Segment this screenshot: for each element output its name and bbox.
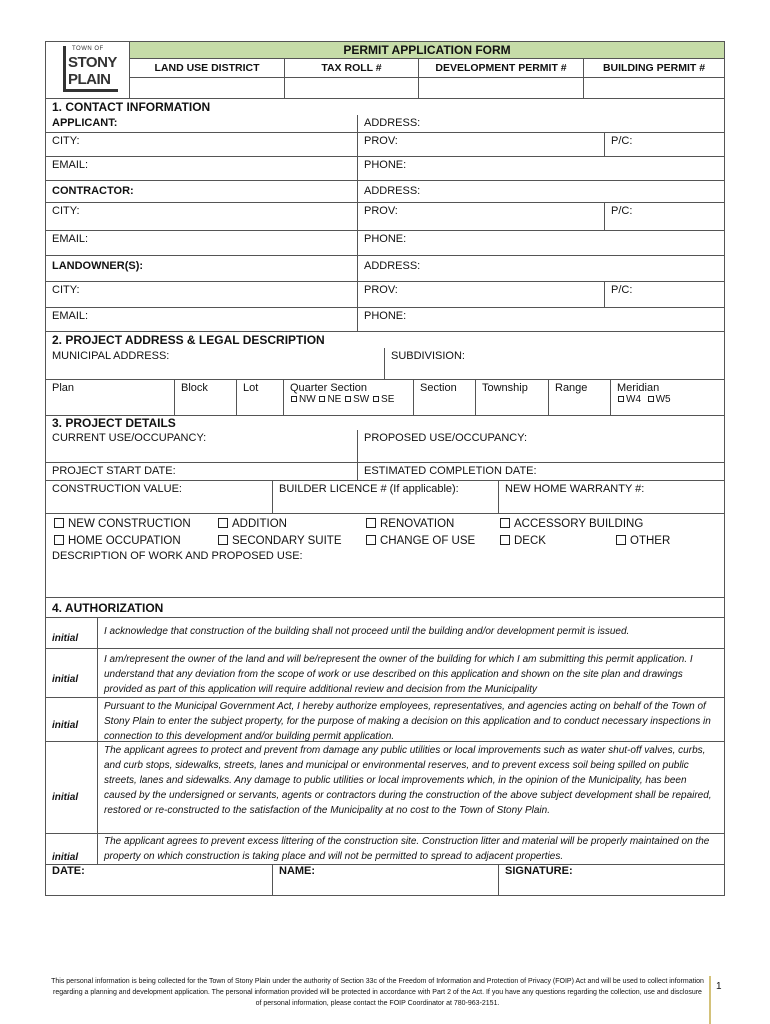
current-use-field[interactable]: CURRENT USE/OCCUPANCY: bbox=[52, 432, 207, 444]
secondary-suite-option[interactable]: SECONDARY SUITE bbox=[218, 535, 342, 547]
w5-checkbox[interactable] bbox=[648, 396, 654, 402]
contractor-prov-field[interactable]: PROV: bbox=[357, 203, 604, 230]
initial-5-field[interactable]: initial bbox=[46, 834, 98, 864]
se-checkbox[interactable] bbox=[373, 396, 379, 402]
sw-checkbox[interactable] bbox=[345, 396, 351, 402]
authorization-text-5: The applicant agrees to prevent excess littering of the construction site. Construction litter and material will be properly maintained on the property on which construction is taking place and will not be permitted to spread to adjacent properties. bbox=[104, 836, 710, 862]
contractor-phone-field[interactable]: PHONE: bbox=[357, 231, 724, 255]
initial-2-field[interactable]: initial bbox=[46, 649, 98, 697]
permit-form bbox=[45, 41, 725, 896]
tax-roll-header: TAX ROLL # bbox=[285, 58, 419, 78]
development-permit-field[interactable] bbox=[419, 78, 584, 98]
new-construction-checkbox[interactable] bbox=[54, 518, 64, 528]
new-construction-option[interactable]: NEW CONSTRUCTION bbox=[54, 518, 191, 530]
range-field[interactable]: Range bbox=[548, 380, 610, 415]
initial-3-field[interactable]: initial bbox=[46, 698, 98, 741]
contractor-address-field[interactable]: ADDRESS: bbox=[357, 181, 724, 202]
accessory-building-checkbox[interactable] bbox=[500, 518, 510, 528]
addition-option[interactable]: ADDITION bbox=[218, 518, 287, 530]
landowner-pc-field[interactable]: P/C: bbox=[604, 282, 724, 307]
other-option[interactable]: OTHER bbox=[616, 535, 670, 547]
form-title: PERMIT APPLICATION FORM bbox=[130, 42, 724, 59]
applicant-phone-field[interactable]: PHONE: bbox=[357, 157, 724, 180]
ne-checkbox[interactable] bbox=[319, 396, 325, 402]
landowner-email-field[interactable]: EMAIL: bbox=[52, 310, 89, 322]
builder-licence-field[interactable]: BUILDER LICENCE # (If applicable): bbox=[272, 481, 498, 513]
other-checkbox[interactable] bbox=[616, 535, 626, 545]
contractor-label: CONTRACTOR: bbox=[52, 185, 134, 197]
privacy-notice: This personal information is being collected for the Town of Stony Plain under the authority of Section 33c of the Freedom of Information and Protection of Privacy (FOIP) Act and will be used to collect information regarding a planning and development application. The personal information provided will be protected in accordance with Part 2 of the Act. If you have any questions regarding the collection, use and disclosure of personal information, please contact the FOIP Coordinator at 780-963-2151. bbox=[51, 978, 704, 1007]
date-field[interactable]: DATE: bbox=[52, 865, 85, 877]
authorization-text-4: The applicant agrees to protect and prevent from damage any public utilities or local improvements such as water shut-off valves, curbs, and curb stops, sidewalks, streets, lanes and municipal or environmental reserves, and to prevent excess soil being spilled on public streets, lanes and sidewalks. Any damage to public utilities or local improvements which, in the opinion of the Municipality, has been caused by the undersigned or servants, agents or contractors during the construction of the above subject development shall be repaired, restored or re-constructed to the satisfaction of the Municipality at no cost to the Town of Stony Plain. bbox=[104, 745, 712, 816]
home-occupation-checkbox[interactable] bbox=[54, 535, 64, 545]
applicant-address-field[interactable]: ADDRESS: bbox=[357, 115, 724, 132]
start-date-field[interactable]: PROJECT START DATE: bbox=[52, 465, 176, 477]
applicant-pc-field[interactable]: P/C: bbox=[604, 133, 724, 156]
accessory-building-option[interactable]: ACCESSORY BUILDING bbox=[500, 518, 643, 530]
tax-roll-field[interactable] bbox=[285, 78, 419, 98]
name-field[interactable]: NAME: bbox=[272, 865, 498, 895]
initial-4-field[interactable]: initial bbox=[46, 742, 98, 833]
authorization-text-3: Pursuant to the Municipal Government Act, I hereby authorize employees, representatives, and agencies acting on behalf of the Town of Stony Plain to enter the subject property, for the purpose of making a decision on this application and to conduct necessary inspections in connection to this development and/or building permit application. bbox=[104, 701, 711, 742]
nw-checkbox[interactable] bbox=[291, 396, 297, 402]
municipal-address-field[interactable]: MUNICIPAL ADDRESS: bbox=[52, 350, 170, 362]
description-field[interactable]: DESCRIPTION OF WORK AND PROPOSED USE: bbox=[52, 550, 303, 562]
authorization-text-2: I am/represent the owner of the land and will be/represent the owner of the building for which I am submitting this permit application. I understand that any deviation from the scope of work or use described on this application and shown on the site plan and drawings provided as part of this application will require additional review and decision from the Municipality bbox=[104, 654, 693, 695]
addition-checkbox[interactable] bbox=[218, 518, 228, 528]
quarter-section-label: Quarter Section bbox=[290, 382, 368, 394]
home-occupation-option[interactable]: HOME OCCUPATION bbox=[54, 535, 181, 547]
deck-option[interactable]: DECK bbox=[500, 535, 546, 547]
section-4-title: 4. AUTHORIZATION bbox=[52, 601, 164, 615]
change-of-use-option[interactable]: CHANGE OF USE bbox=[366, 535, 475, 547]
initial-1-field[interactable]: initial bbox=[46, 618, 98, 648]
form-header bbox=[46, 42, 724, 99]
renovation-checkbox[interactable] bbox=[366, 518, 376, 528]
contractor-pc-field[interactable]: P/C: bbox=[604, 203, 724, 230]
plan-field[interactable]: Plan bbox=[52, 382, 75, 394]
renovation-option[interactable]: RENOVATION bbox=[366, 518, 454, 530]
section-field[interactable]: Section bbox=[413, 380, 475, 415]
section-3-title: 3. PROJECT DETAILS bbox=[52, 416, 176, 430]
development-permit-header: DEVELOPMENT PERMIT # bbox=[419, 58, 584, 78]
w4-checkbox[interactable] bbox=[618, 396, 624, 402]
block-field[interactable]: Block bbox=[174, 380, 236, 415]
landowner-address-field[interactable]: ADDRESS: bbox=[357, 256, 724, 281]
deck-checkbox[interactable] bbox=[500, 535, 510, 545]
building-permit-field[interactable] bbox=[584, 78, 724, 98]
page-number: 1 bbox=[716, 981, 722, 992]
applicant-prov-field[interactable]: PROV: bbox=[357, 133, 604, 156]
quarter-section-field: Quarter Section NW NE SW SE bbox=[283, 380, 413, 415]
applicant-email-field[interactable]: EMAIL: bbox=[52, 159, 89, 171]
lot-field[interactable]: Lot bbox=[236, 380, 283, 415]
warranty-field[interactable]: NEW HOME WARRANTY #: bbox=[498, 481, 724, 513]
proposed-use-field[interactable]: PROPOSED USE/OCCUPANCY: bbox=[357, 430, 724, 462]
landowner-phone-field[interactable]: PHONE: bbox=[357, 308, 724, 331]
applicant-city-field[interactable]: CITY: bbox=[52, 135, 80, 147]
township-field[interactable]: Township bbox=[475, 380, 548, 415]
authorization-text-1: I acknowledge that construction of the building shall not proceed until the building and/or development permit is issued. bbox=[104, 626, 630, 637]
land-use-district-header: LAND USE DISTRICT bbox=[130, 58, 285, 78]
signature-field[interactable]: SIGNATURE: bbox=[498, 865, 724, 895]
completion-date-field[interactable]: ESTIMATED COMPLETION DATE: bbox=[357, 463, 724, 480]
contractor-email-field[interactable]: EMAIL: bbox=[52, 233, 89, 245]
landowner-city-field[interactable]: CITY: bbox=[52, 284, 80, 296]
applicant-label: APPLICANT: bbox=[52, 117, 118, 129]
page-divider bbox=[709, 976, 711, 1024]
meridian-label: Meridian bbox=[617, 382, 660, 394]
change-of-use-checkbox[interactable] bbox=[366, 535, 376, 545]
meridian-field: Meridian W4 W5 bbox=[610, 380, 724, 415]
stony-plain-logo: TOWN OF STONY PLAIN bbox=[46, 42, 130, 98]
section-2-title: 2. PROJECT ADDRESS & LEGAL DESCRIPTION bbox=[52, 333, 325, 347]
land-use-district-field[interactable] bbox=[130, 78, 285, 98]
subdivision-field[interactable]: SUBDIVISION: bbox=[384, 348, 724, 379]
secondary-suite-checkbox[interactable] bbox=[218, 535, 228, 545]
section-1-title: 1. CONTACT INFORMATION bbox=[52, 100, 211, 114]
landowner-prov-field[interactable]: PROV: bbox=[357, 282, 604, 307]
building-permit-header: BUILDING PERMIT # bbox=[584, 58, 724, 78]
construction-value-field[interactable]: CONSTRUCTION VALUE: bbox=[52, 483, 182, 495]
contractor-city-field[interactable]: CITY: bbox=[52, 205, 80, 217]
landowner-label: LANDOWNER(S): bbox=[52, 260, 144, 272]
